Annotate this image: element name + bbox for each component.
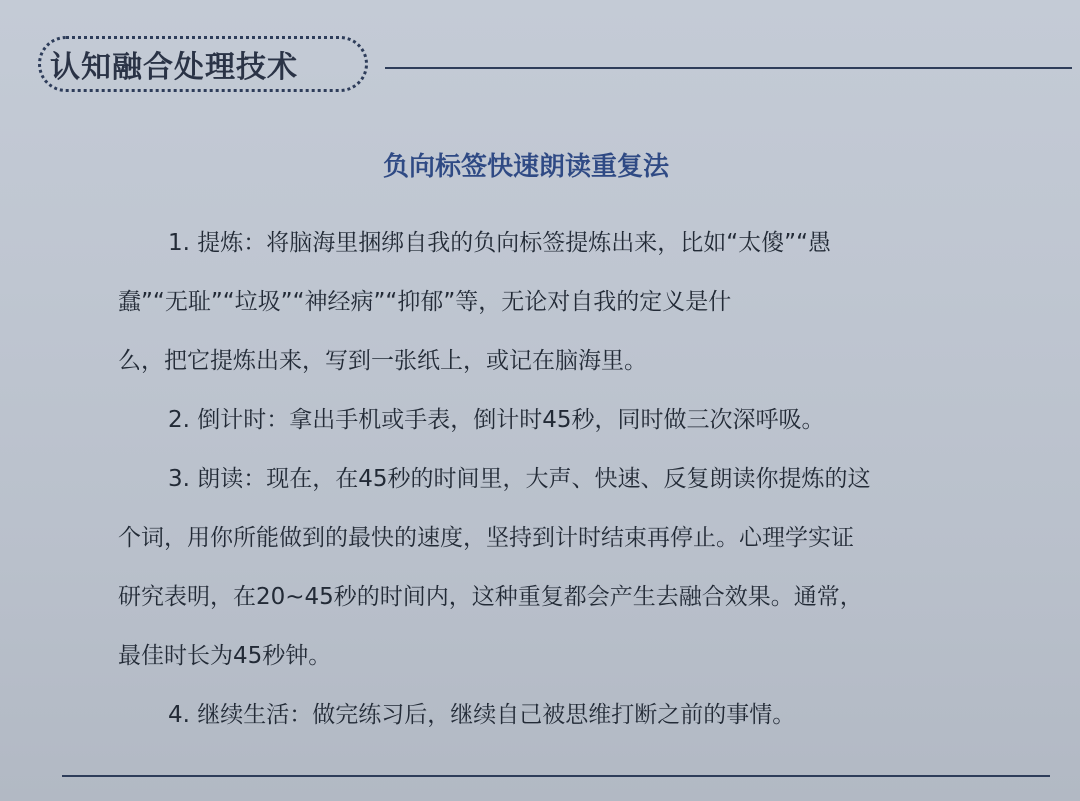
header-divider [385,67,1072,69]
section-badge-label: 认知融合处理技术 [50,50,298,85]
step-1-line-3: 么，把它提炼出来，写到一张纸上，或记在脑海里。 [118,348,647,374]
step-1-line-2: 蠢”“无耻”“垃圾”“神经病”“抑郁”等，无论对自我的定义是什 [118,289,732,315]
step-2-paragraph [118,391,1018,450]
step-3-line-2: 个词，用你所能做到的最快的速度，坚持到计时结束再停止。心理学实证 [118,525,854,551]
step-3-line-4: 最佳时长为45秒钟。 [118,643,332,669]
footer-divider [62,775,1050,777]
step-1-line-1: 1. 提炼：将脑海里捆绑自我的负向标签提炼出来，比如“太傻”“愚 [168,230,832,256]
step-3-line-3: 研究表明，在20~45秒的时间内，这种重复都会产生去融合效果。通常， [118,584,863,610]
step-4-line-1: 4. 继续生活：做完练习后，继续自己被思维打断之前的事情。 [168,702,796,728]
step-4-paragraph [118,686,1018,745]
article-title: 负向标签快速朗读重复法 [383,152,670,182]
step-1-paragraph [118,214,1018,391]
step-3-line-1: 3. 朗读：现在，在45秒的时间里，大声、快速、反复朗读你提炼的这 [168,466,871,492]
step-2-line-1: 2. 倒计时：拿出手机或手表，倒计时45秒，同时做三次深呼吸。 [168,407,825,433]
step-3-paragraph [118,450,1018,686]
